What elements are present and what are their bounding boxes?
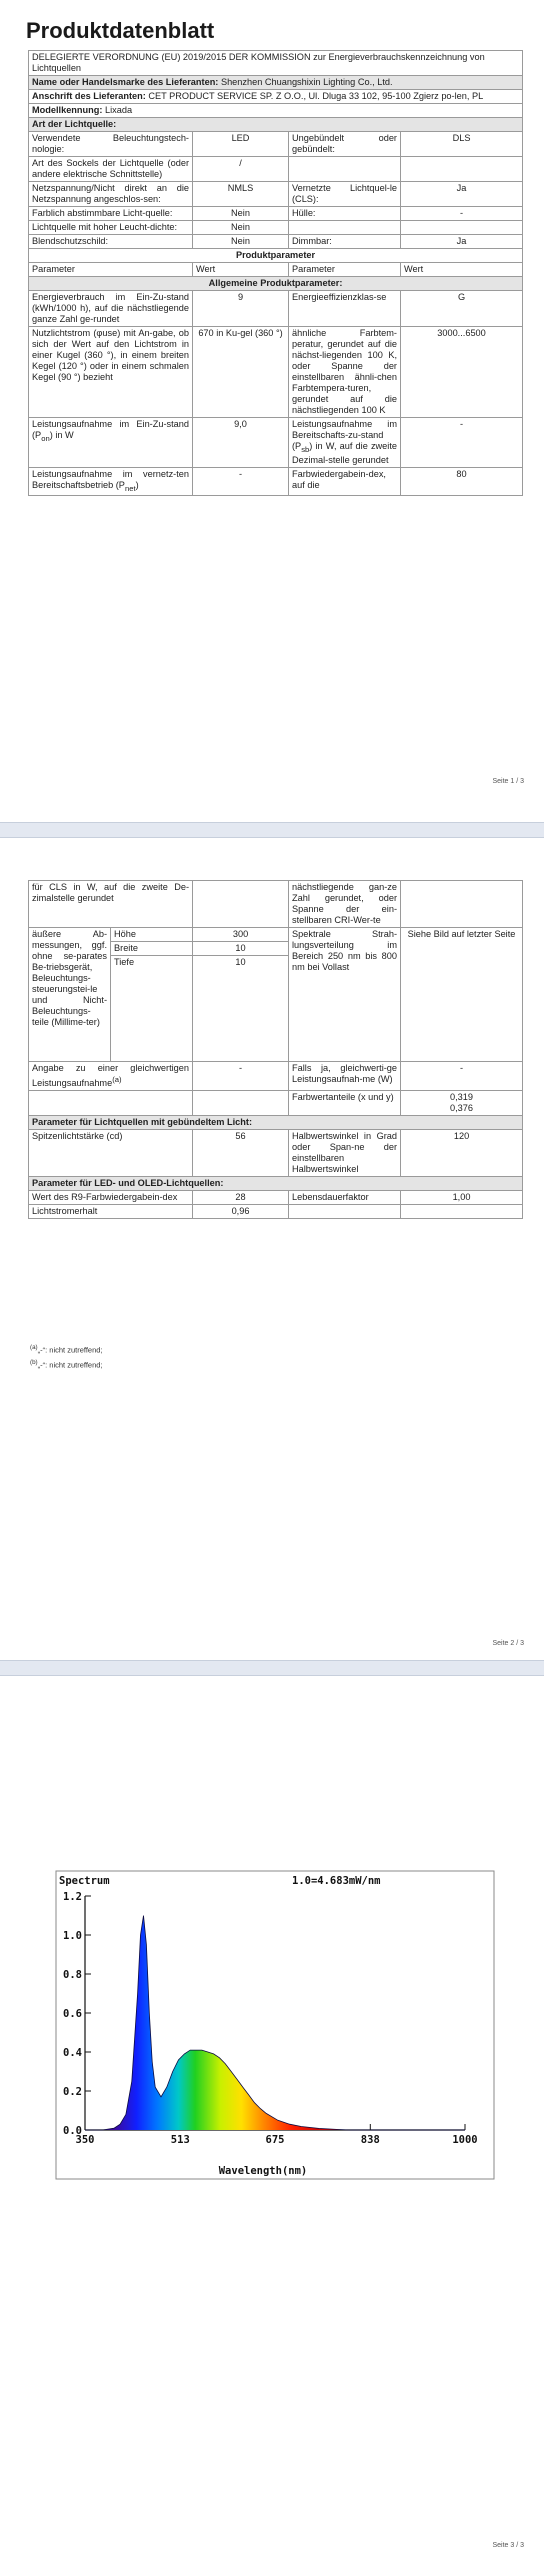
x-tick-label: 675	[265, 2134, 285, 2146]
light-source-type-heading: Art der Lichtquelle:	[29, 118, 523, 132]
product-datasheet-table	[28, 50, 523, 496]
page-divider	[0, 1660, 544, 1676]
regulation-text: DELEGIERTE VERORDNUNG (EU) 2019/2015 DER KOMMISSION zur Energieverbrauchskennzeichnung von Lichtquellen	[29, 51, 523, 76]
y-tick-label: 0.4	[63, 2047, 82, 2059]
footnote-b: $^{(b)}$„-“: nicht zutreffend;	[30, 1358, 103, 1369]
table-row: Wert des R9-Farbwiedergabein-dex 28 Lebensdauerfaktor 1,00	[29, 1191, 523, 1205]
table-row: Lichtquelle mit hoher Leucht-dichte: Nein	[29, 221, 523, 235]
dimensions-label: äußere Ab-messungen, ggf. ohne se-parates Be-triebsgerät, Beleuchtungs-steuerungstei-le und Nicht-Beleuchtungs-teile (Millime-ter)	[29, 928, 111, 1062]
table-row: Nutzlichtstrom (φuse) mit An-gabe, ob sich der Wert auf den Lichtstrom in einer Kugel (360 °), in einem breiten Kegel (120 °) oder in einem schmalen Kegel (90 °) bezieht 670 in Ku-gel (360 °) ähnliche Farbtem-peratur, gerundet auf die nächst-liegenden 100 K, oder Spanne der einstellbaren ähnli-chen Farbtempera-turen, gerundet auf die nächstliegenden 100 K 3000...6500	[29, 327, 523, 418]
page-divider	[0, 822, 544, 838]
x-tick-label: 350	[75, 2134, 95, 2146]
y-tick-label: 0.0	[63, 2125, 82, 2137]
led-parameters-heading: Parameter für LED- und OLED-Lichtquellen:	[29, 1177, 523, 1191]
supplier-name-row: Name oder Handelsmarke des Lieferanten: Shenzhen Chuangshixin Lighting Co., Ltd.	[29, 76, 523, 90]
table-row: Angabe zu einer gleichwertigen Leistungsaufnahme$^{(a)}$ - Falls ja, gleichwerti-ge Leistungsaufnah-me (W) -	[29, 1062, 523, 1091]
y-tick-label: 0.2	[63, 2086, 82, 2098]
table-row: Lichtstromerhalt 0,96	[29, 1205, 523, 1219]
y-tick-label: 1.2	[63, 1891, 82, 1903]
chart-frame	[56, 1871, 494, 2179]
page-footer: Seite 3 / 3	[492, 2542, 524, 2549]
datasheet-page-1	[0, 0, 544, 822]
product-datasheet-table-continued	[28, 880, 523, 1219]
dimensions-row: Breite 10	[29, 942, 523, 956]
supplier-address-row: Anschrift des Lieferanten: CET PRODUCT SERVICE SP. Z O.O., Ul. Dluga 33 102, 95-100 Zgierz po-len, PL	[29, 90, 523, 104]
chart-annotation: 1.0=4.683mW/nm	[292, 1875, 381, 1887]
table-row: Spitzenlichtstärke (cd) 56 Halbwertswinkel in Grad oder Span-ne der einstellbaren Halbwertswinkel 120	[29, 1130, 523, 1177]
x-tick-label: 838	[360, 2134, 380, 2146]
page-footer: Seite 1 / 3	[492, 778, 524, 785]
footnotes	[30, 1342, 103, 1371]
y-tick-label: 0.6	[63, 2008, 82, 2020]
page-footer: Seite 2 / 3	[492, 1640, 524, 1647]
y-tick-label: 1.0	[63, 1930, 82, 1942]
dimensions-row: äußere Ab-messungen, ggf. ohne se-parates Be-triebsgerät, Beleuchtungs-steuerungstei-le und Nicht-Beleuchtungs-teile (Millime-ter) Höhe 300 Spektrale Strah-lungsverteilung im Bereich 250 nm bis 800 nm bei Vollast Siehe Bild auf letzter Seite	[29, 928, 523, 942]
table-row: Leistungsaufnahme im vernetz-ten Bereitschaftsbetrieb $(P_{net})$ - Farbwiedergabein-dex, auf die 80	[29, 467, 523, 495]
column-header-row: Parameter Wert Parameter Wert	[29, 263, 523, 277]
table-row: Netzspannung/Nicht direkt an die Netzspannung angeschlos-sen: NMLS Vernetzte Lichtquel-le (CLS): Ja	[29, 182, 523, 207]
x-tick-label: 513	[170, 2134, 190, 2146]
page-title: Produktdatenblatt	[26, 18, 215, 43]
model-row: Modellkennung: Lixada	[29, 104, 523, 118]
table-row: Leistungsaufnahme im Ein-Zu-stand $(P_{on})$ in W 9,0 Leistungsaufnahme im Bereitschafts-zu-stand $(P_{sb})$ in W, auf die zweite Dezimal-stelle gerundet -	[29, 418, 523, 468]
table-row: Verwendete Beleuchtungstech-nologie: LED Ungebündelt oder gebündelt: DLS	[29, 132, 523, 157]
dimensions-row: Tiefe 10	[29, 956, 523, 1062]
footnote-a: $^{(a)}$„-“: nicht zutreffend;	[30, 1344, 103, 1355]
general-parameters-heading: Allgemeine Produktparameter:	[29, 277, 523, 291]
x-tick-label: 1000	[452, 2134, 478, 2146]
table-row: Farblich abstimmbare Licht-quelle: Nein Hülle: -	[29, 207, 523, 221]
y-tick-label: 0.8	[63, 1969, 82, 1981]
table-row: Blendschutzschild: Nein Dimmbar: Ja	[29, 235, 523, 249]
spectrum-chart	[55, 1870, 495, 2180]
chart-title: Spectrum	[59, 1875, 110, 1887]
x-axis-label: Wavelength(nm)	[218, 2165, 308, 2177]
table-row: Art des Sockels der Lichtquelle (oder andere elektrische Schnittstelle) /	[29, 157, 523, 182]
product-parameters-heading: Produktparameter	[29, 249, 523, 263]
table-row: Energieverbrauch im Ein-Zu-stand (kWh/1000 h), auf die nächstliegende ganze Zahl ge-rundet 9 Energieeffizienzklas-se G	[29, 291, 523, 327]
table-row: Farbwertanteile (x und y) 0,319 0,376	[29, 1091, 523, 1116]
table-row: für CLS in W, auf die zweite De-zimalstelle gerundet nächstliegende gan-ze Zahl gerundet, oder Spanne der ein-stellbaren CRI-Wer-te	[29, 881, 523, 928]
directional-parameters-heading: Parameter für Lichtquellen mit gebündeltem Licht:	[29, 1116, 523, 1130]
